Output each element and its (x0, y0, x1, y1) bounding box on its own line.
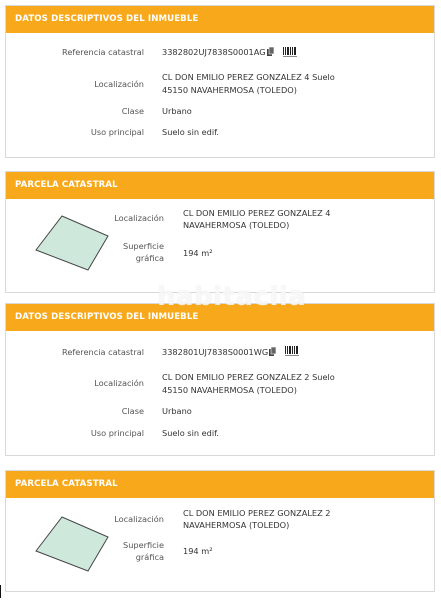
location-line-2: NAVAHERMOSA (TOLEDO) (183, 520, 290, 530)
surface-label-line-1: Superficie (123, 241, 164, 251)
class-label: Clase (121, 406, 144, 416)
location-label: Localización (114, 213, 164, 223)
property-data-card-1 (5, 5, 435, 158)
parcel-shape (34, 214, 110, 272)
location-line-1: CL DON EMILIO PEREZ GONZALEZ 4 Suelo (162, 72, 335, 82)
surface-label-line-2: gráfica (135, 552, 164, 562)
location-label: Localización (94, 79, 144, 89)
location-line-2: NAVAHERMOSA (TOLEDO) (183, 220, 290, 230)
location-label: Localización (114, 514, 164, 524)
watermark: habitaclia (157, 282, 307, 312)
barcode-icon[interactable] (285, 346, 299, 357)
cadastral-reference-label: Referencia catastral (62, 47, 144, 57)
main-use-value: Suelo sin edif. (162, 127, 220, 137)
class-label: Clase (121, 106, 144, 116)
location-line-1: CL DON EMILIO PEREZ GONZALEZ 4 (183, 208, 331, 218)
surface-value: 194 m² (183, 546, 213, 556)
parcel-shape (34, 515, 110, 573)
card-header: DATOS DESCRIPTIVOS DEL INMUEBLE (6, 304, 434, 331)
location-label: Localización (94, 378, 144, 388)
cadastral-reference-text[interactable]: 3382802UJ7838S0001AG (162, 47, 266, 57)
cadastral-parcel-card-2 (5, 470, 435, 592)
barcode-icon[interactable] (283, 47, 297, 58)
main-use-value: Suelo sin edif. (162, 428, 220, 438)
copy-icon[interactable] (267, 47, 274, 56)
card-header: DATOS DESCRIPTIVOS DEL INMUEBLE (6, 6, 434, 33)
cadastral-reference-value[interactable] (162, 346, 372, 359)
location-line-2: 45150 NAVAHERMOSA (TOLEDO) (162, 85, 297, 95)
class-value: Urbano (162, 106, 192, 116)
class-value: Urbano (162, 406, 192, 416)
cadastral-reference-text[interactable]: 3382801UJ7838S0001WG (162, 347, 269, 357)
main-use-label: Uso principal (90, 428, 144, 438)
card-header: PARCELA CATASTRAL (6, 471, 434, 498)
location-line-2: 45150 NAVAHERMOSA (TOLEDO) (162, 385, 297, 395)
cadastral-reference-label: Referencia catastral (62, 347, 144, 357)
card-header: PARCELA CATASTRAL (6, 172, 434, 199)
location-line-1: CL DON EMILIO PEREZ GONZALEZ 2 Suelo (162, 372, 335, 382)
main-use-label: Uso principal (90, 127, 144, 137)
property-data-card-2 (5, 303, 435, 456)
cadastral-parcel-card-1 (5, 171, 435, 293)
text-cursor (0, 585, 1, 598)
cadastral-reference-value[interactable] (162, 46, 372, 59)
surface-label-line-2: gráfica (135, 253, 164, 263)
location-line-1: CL DON EMILIO PEREZ GONZALEZ 2 (183, 508, 331, 518)
copy-icon[interactable] (269, 347, 276, 356)
surface-label-line-1: Superficie (123, 540, 164, 550)
surface-value: 194 m² (183, 248, 213, 258)
